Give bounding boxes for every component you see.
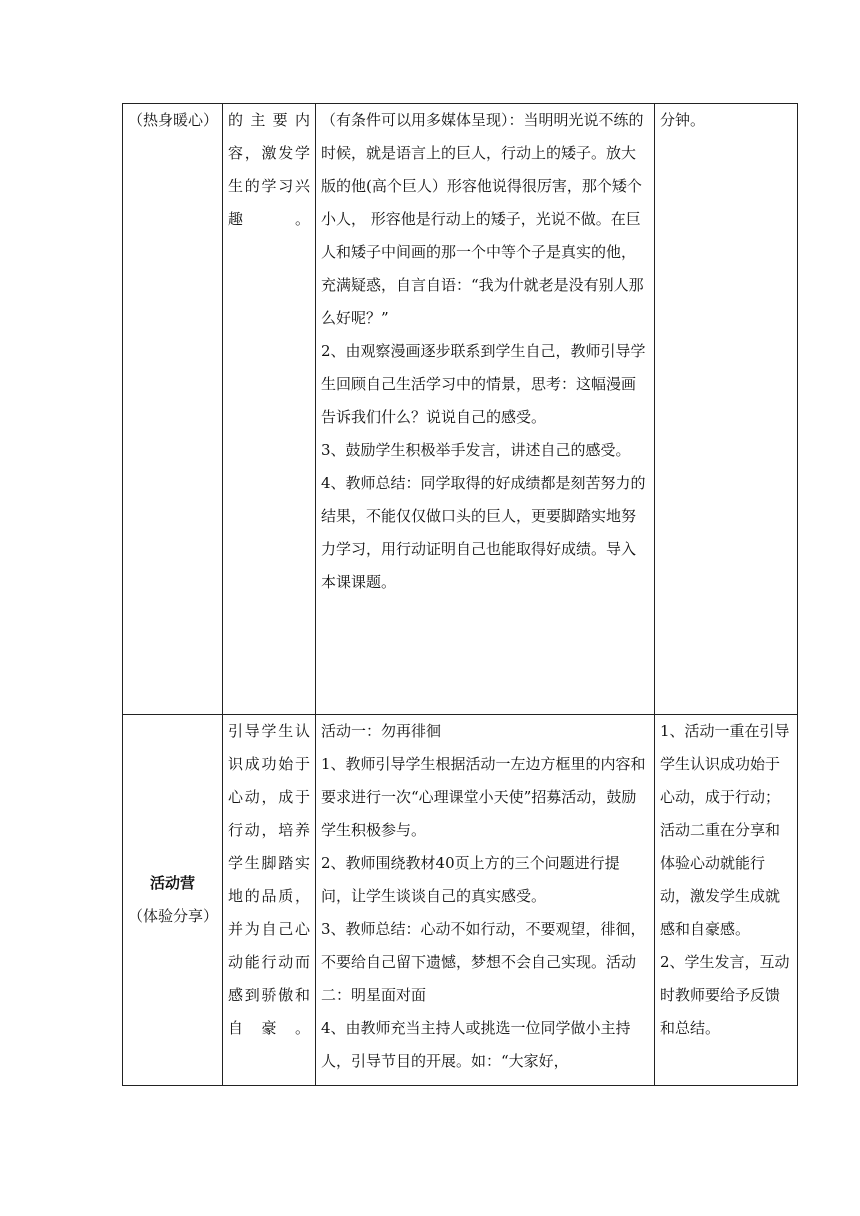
notes-text: 分钟。 xyxy=(660,111,706,129)
notes-text: 1、活动一重在引导学生认识成功始于心动，成于行动；活动二重在分享和体验心动就能行动，激发学生成就感和自豪感。 xyxy=(660,722,790,938)
process-paragraph: 活动一：勿再徘徊 xyxy=(321,722,442,740)
process-cell xyxy=(316,104,655,715)
stage-cell xyxy=(123,104,223,715)
notes-cell xyxy=(655,104,798,715)
table-row xyxy=(123,715,798,1086)
process-cell xyxy=(316,715,655,1086)
process-paragraph: 4、教师总结：同学取得的好成绩都是刻苦努力的结果，不能仅仅做口头的巨人，更要脚踏实地努力学习，用行动证明自己也能取得好成绩。导入本课课题。 xyxy=(321,474,646,591)
stage-subtitle: （热身暖心） xyxy=(128,111,219,129)
goal-cell xyxy=(223,104,316,715)
stage-cell xyxy=(123,715,223,1086)
goal-cell xyxy=(223,715,316,1086)
process-paragraph: 2、教师围绕教材40页上方的三个问题进行提问，让学生谈谈自己的真实感受。 xyxy=(321,854,620,905)
process-paragraph: 4、由教师充当主持人或挑选一位同学做小主持人，引导节目的开展。如：“大家好， xyxy=(321,1019,631,1070)
lesson-plan-table xyxy=(122,103,798,1086)
stage-subtitle: （体验分享） xyxy=(128,907,219,925)
notes-cell xyxy=(655,715,798,1086)
notes-text: 2、学生发言，互动时教师要给予反馈和总结。 xyxy=(660,953,790,1037)
stage-title: 活动营 xyxy=(149,874,195,892)
process-paragraph: （有条件可以用多媒体呈现）：当明明光说不练的时候，就是语言上的巨人，行动上的矮子。放大版的他(高个巨人）形容他说得很厉害，那个矮个小人， 形容他是行动上的矮子，光说不做。在巨人和矮子中间画的那一个中等个子是真实的他，充满疑惑，自言自语：“我为什就老是没有别人那么好呢？” xyxy=(321,111,644,327)
process-paragraph: 1、教师引导学生根据活动一左边方框里的内容和要求进行一次“心理课堂小天使”招募活动，鼓励学生积极参与。 xyxy=(321,755,646,839)
process-paragraph: 3、鼓励学生积极举手发言，讲述自己的感受。 xyxy=(321,441,631,459)
goal-text: 引导学生认识成功始于心动，成于行动，培养学生脚踏实地的品质，并为自己心动能行动而感到骄傲和自豪。 xyxy=(228,722,310,1037)
process-paragraph: 3、教师总结：心动不如行动，不要观望，徘徊，不要给自己留下遗憾，梦想不会自己实现。活动二：明星面对面 xyxy=(321,920,646,1004)
goal-text: 的主要内容，激发学生的学习兴趣。 xyxy=(228,111,310,228)
table-row xyxy=(123,104,798,715)
process-paragraph: 2、由观察漫画逐步联系到学生自己，教师引导学生回顾自己生活学习中的情景，思考：这幅漫画告诉我们什么？说说自己的感受。 xyxy=(321,342,646,426)
